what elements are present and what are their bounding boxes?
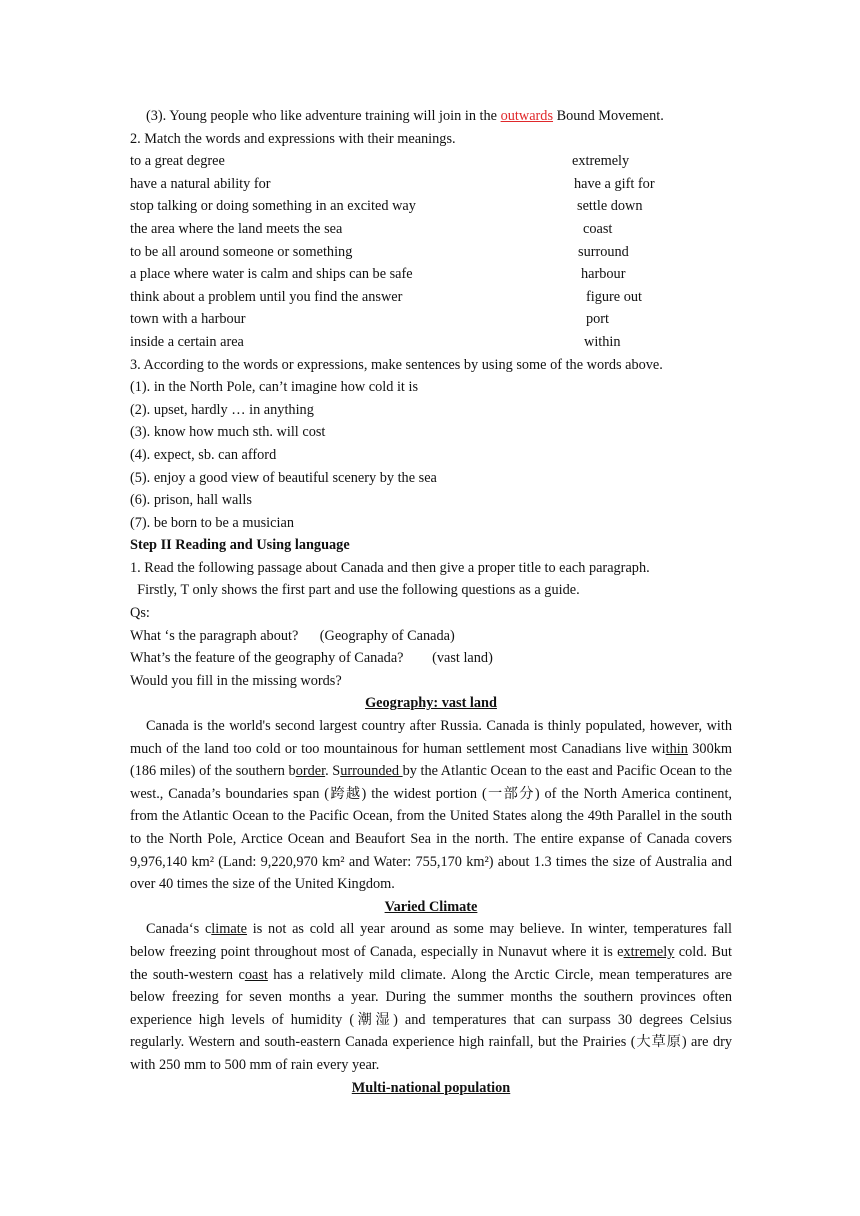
instruction-line: 1. Read the following passage about Canada and then give a proper title to each paragraph. — [130, 559, 650, 576]
geo-underline-surrounded: urrounded — [340, 763, 403, 780]
prompt-item: (5). enjoy a good view of beautiful scenery by the sea — [130, 469, 437, 486]
prompt-item: (1). in the North Pole, can’t imagine how cold it is — [130, 379, 419, 396]
prompt-item: (6). prison, hall walls — [130, 492, 252, 509]
document-page — [130, 105, 732, 1099]
climate-underline-coast: oast — [244, 966, 268, 983]
geo-text-2: 300km (186 miles) of the southern b — [130, 740, 732, 780]
match-meaning: coast — [583, 220, 613, 237]
population-heading: Multi-national population — [351, 1079, 511, 1096]
climate-text-1: Canada‘s c — [146, 921, 212, 938]
climate-heading: Varied Climate — [384, 898, 478, 915]
match-meaning: have a gift for — [574, 175, 655, 192]
match-term: a place where water is calm and ships can be safe — [130, 266, 413, 283]
question-3-line — [130, 105, 732, 128]
match-row — [130, 308, 732, 331]
match-meaning: harbour — [581, 266, 626, 283]
match-term: the area where the land meets the sea — [130, 220, 343, 237]
climate-paragraph — [130, 918, 732, 1076]
geo-text-4: by the Atlantic Ocean to the east and Pacific Ocean to the west., Canada’s boundaries span (跨越) the widest portion (一部分) of the North America continent, from the Atlantic Ocean to the Pacific Ocean, from the United States along the 49th Parallel in the south to the North Pole, Arctice Ocean and Beaufort Sea in the north. The entire expanse of Canada covers 9,976,140 km² (Land: 9,220,970 km² and Water: 755,170 km²) about 1.3 times the size of Australia and over 40 times the size of the United Kingdom. — [130, 763, 732, 893]
section-2-title: 2. Match the words and expressions with their meanings. — [130, 130, 456, 147]
match-term: stop talking or doing something in an excited way — [130, 198, 416, 215]
step-2-title: Step II Reading and Using language — [130, 537, 350, 554]
match-term: to be all around someone or something — [130, 243, 353, 260]
match-row — [130, 263, 732, 286]
match-row — [130, 150, 732, 173]
question-line: What’s the feature of the geography of Canada? (vast land) — [130, 650, 493, 667]
geography-paragraph — [130, 715, 732, 896]
climate-text-2: is not as cold all year around as some may believe. In winter, temperatures fall below freezing point throughout most of Canada, especially in Nunavut where it is e — [130, 921, 732, 960]
section-3-title: 3. According to the words or expressions, make sentences by using some of the words above. — [130, 356, 663, 373]
geo-underline-within: thin — [665, 740, 688, 757]
instruction-line: Qs: — [130, 605, 150, 622]
prompt-item: (7). be born to be a musician — [130, 514, 294, 531]
climate-text-3: cold. But the south-western c — [130, 943, 733, 983]
climate-underline-climate: limate — [211, 921, 248, 938]
match-row — [130, 286, 732, 309]
match-row — [130, 331, 732, 354]
climate-text-4: has a relatively mild climate. Along the Arctic Circle, mean temperatures are below freezing for seven months a year. During the summer months the southern provinces often experience high levels of humidity (潮湿) and temperatures that can surpass 30 degrees Celsius regularly. Western and south-eastern Canada experience high rainfall, but the Prairies (大草原) are dry with 250 mm to 500 mm of rain every year. — [130, 966, 732, 1073]
match-list — [130, 150, 732, 353]
geography-heading: Geography: vast land — [365, 695, 497, 712]
instruction-line: Would you fill in the missing words? — [130, 672, 342, 689]
match-term: to a great degree — [130, 153, 225, 170]
match-meaning: surround — [578, 243, 629, 260]
prompt-item: (3). know how much sth. will cost — [130, 424, 326, 441]
match-row — [130, 195, 732, 218]
outwards-link[interactable]: outwards — [500, 108, 554, 124]
match-term: have a natural ability for — [130, 175, 271, 192]
match-term: town with a harbour — [130, 311, 246, 328]
match-meaning: port — [586, 311, 610, 328]
match-term: inside a certain area — [130, 333, 244, 350]
match-row — [130, 241, 732, 264]
match-row — [130, 173, 732, 196]
match-meaning: extremely — [572, 153, 630, 170]
prompt-item: (4). expect, sb. can afford — [130, 446, 277, 463]
instruction-line: Firstly, T only shows the first part and use the following questions as a guide. — [130, 582, 580, 599]
match-term: think about a problem until you find the answer — [130, 288, 403, 305]
match-meaning: figure out — [586, 288, 642, 305]
question-line: What ‘s the paragraph about? (Geography of Canada) — [130, 627, 455, 644]
climate-underline-extremely: xtremely — [623, 943, 675, 960]
geo-text-3: . S — [325, 763, 341, 780]
match-row — [130, 218, 732, 241]
match-meaning: settle down — [577, 198, 643, 215]
q3-text: (3). Young people who like adventure training will join in the — [146, 108, 501, 124]
q3-suffix: Bound Movement. — [553, 108, 664, 124]
match-meaning: within — [584, 333, 621, 350]
geo-text-1: Canada is the world's second largest country after Russia. Canada is thinly populated, however, with much of the land too cold or too mountainous for human settlement most Canadians live wi — [130, 718, 732, 757]
prompt-item: (2). upset, hardly … in anything — [130, 401, 314, 418]
geo-underline-border: order — [295, 763, 326, 780]
